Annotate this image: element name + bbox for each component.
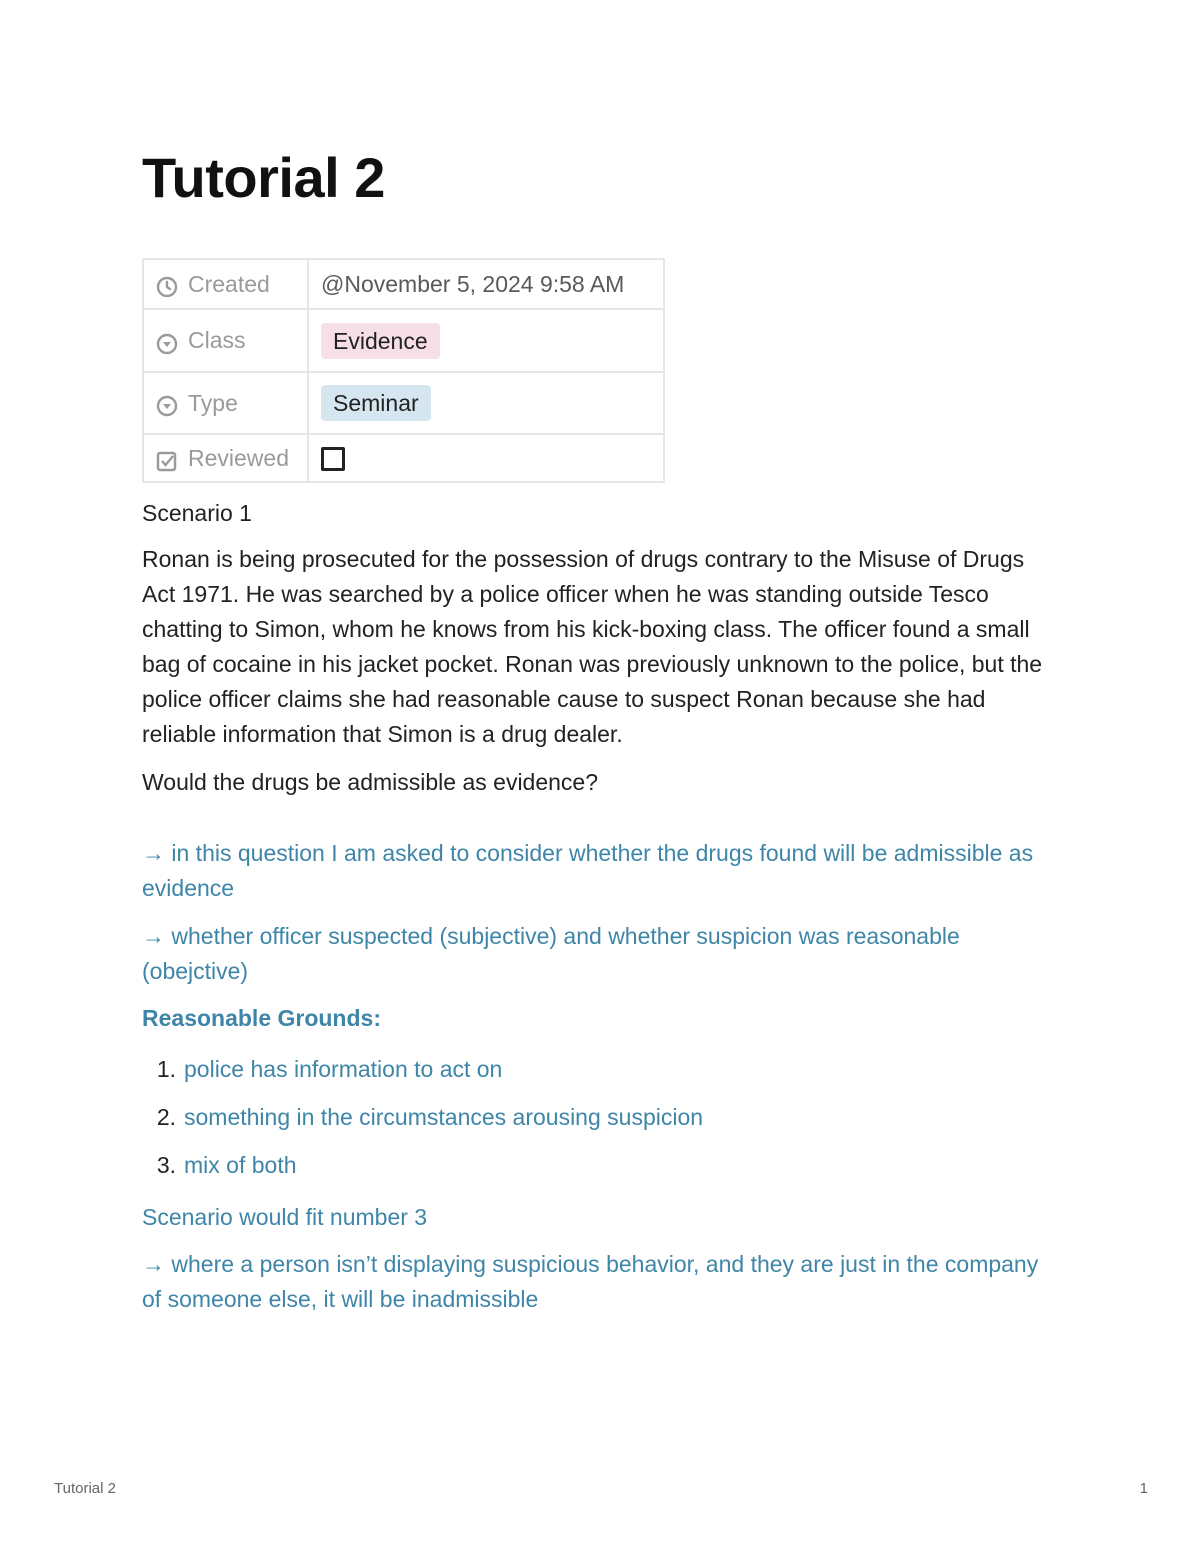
type-tag[interactable]: Seminar — [321, 385, 431, 421]
list-text: mix of both — [184, 1152, 297, 1178]
question-text: Would the drugs be admissible as evidence? — [142, 769, 599, 795]
list-item — [142, 1148, 703, 1196]
clock-icon — [156, 276, 178, 298]
list-text: police has information to act on — [184, 1056, 503, 1082]
property-key: Type — [188, 389, 238, 416]
class-tag[interactable]: Evidence — [321, 323, 440, 359]
note-3: → where a person isn’t displaying suspicious behavior, and they are just in the company of someone else, it will be inadmissible — [142, 1251, 1039, 1312]
property-key: Created — [188, 270, 270, 297]
list-number: 2. — [156, 1104, 176, 1130]
list-number: 3. — [156, 1152, 176, 1178]
grounds-heading: Reasonable Grounds: — [142, 1005, 381, 1031]
created-date[interactable]: @November 5, 2024 9:58 AM — [321, 270, 625, 297]
list-item — [142, 1100, 703, 1148]
select-icon — [156, 395, 178, 417]
select-icon — [156, 333, 178, 355]
property-row-type — [143, 372, 664, 434]
scenario-heading: Scenario 1 — [142, 500, 252, 526]
list-number: 1. — [156, 1056, 176, 1082]
reviewed-checkbox[interactable] — [321, 447, 345, 471]
scenario-text: Ronan is being prosecuted for the possession of drugs contrary to the Misuse of Drugs Act 1971. He was searched by a police officer when he was standing outside Tesco chatting to Simon, whom he knows from his kick-boxing class. The officer found a small bag of cocaine in his jacket pocket. Ronan was previously unknown to the police, but the police officer claims she had reasonable cause to suspect Ronan because she had reliable information that Simon is a drug dealer. — [142, 546, 1043, 747]
scenario-fit: Scenario would fit number 3 — [142, 1204, 428, 1230]
footer-title: Tutorial 2 — [54, 1480, 116, 1497]
list-item — [142, 1052, 703, 1100]
grounds-list — [142, 1052, 703, 1196]
page-title: Tutorial 2 — [142, 146, 385, 209]
property-key: Reviewed — [188, 444, 289, 471]
page-number: 1 — [1139, 1480, 1148, 1497]
note-2: → whether officer suspected (subjective) and whether suspicion was reasonable (obejctive) — [142, 923, 960, 984]
property-key: Class — [188, 327, 246, 353]
checkbox-icon — [156, 450, 178, 472]
property-row-class — [143, 309, 664, 372]
list-text: something in the circumstances arousing suspicion — [184, 1104, 704, 1130]
properties-table — [142, 258, 665, 483]
property-row-created — [143, 259, 664, 309]
note-1: → in this question I am asked to consider whether the drugs found will be admissible as evidence — [142, 840, 1034, 901]
property-row-reviewed — [143, 434, 664, 482]
